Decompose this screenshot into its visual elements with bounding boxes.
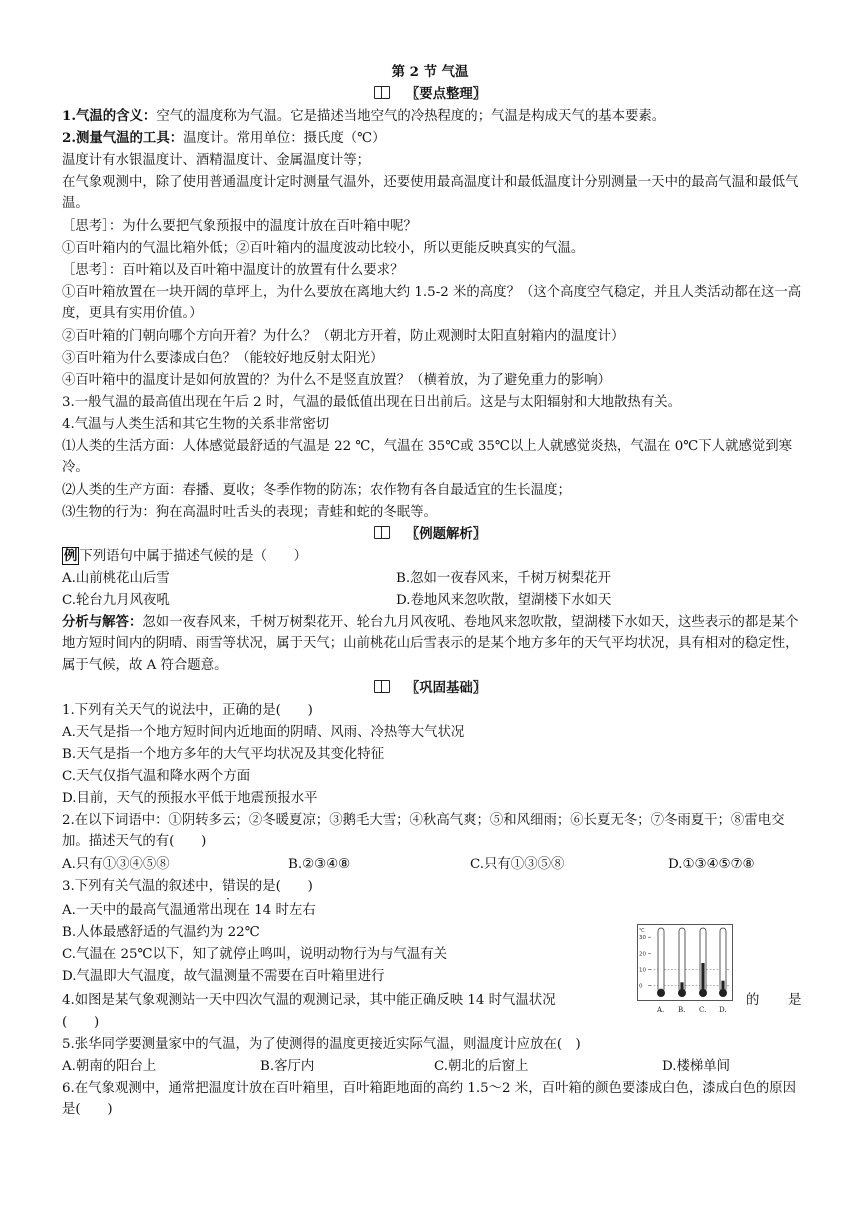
key-point-6: 4.气温与人类生活和其它生物的关系非常密切	[62, 417, 330, 432]
example-tag: 例	[64, 548, 78, 564]
question-4: 4.如图是某气象观测站一天中四次气温的观测记录，其中能正确反映 14 时气温状况 的 是	[62, 993, 802, 1008]
question-5-option-b: B.客厅内	[260, 1059, 315, 1074]
question-3-option-d: D.气温即大气温度，故气温测量不需要在百叶箱里进行	[62, 969, 385, 984]
question-2-option-c: C.只有①③⑤⑧	[470, 857, 565, 872]
example-option-b: B.忽如一夜春风来，千树万树梨花开	[396, 571, 611, 586]
question-3: 3.下列有关气温的叙述中，错误的是( )	[62, 879, 313, 894]
question-2-option-a: A.只有①③④⑤⑧	[62, 857, 170, 872]
question-5: 5.张华同学要测量家中的气温，为了使测得的温度更接近实际气温，则温度计应放在( )	[62, 1037, 581, 1052]
emphasis-word: 错误	[222, 879, 249, 894]
key-point-3: 温度计有水银温度计、酒精温度计、金属温度计等；	[62, 153, 370, 168]
book-icon	[374, 526, 390, 539]
question-4-blank: ( )	[62, 1015, 100, 1030]
question-5-option-d: D.楼梯单间	[662, 1059, 731, 1074]
scale-tick-label: 20	[639, 951, 646, 958]
example-option-a: A.山前桃花山后雪	[62, 571, 170, 586]
thermometer-label: B.	[678, 1006, 686, 1014]
thermometer-label: A.	[657, 1006, 665, 1014]
thermometer-bulb	[657, 989, 665, 997]
thermometer-tube	[658, 928, 664, 992]
think-1-answer: ①百叶箱内的气温比箱外低；②百叶箱内的温度波动比较小，所以更能反映真实的气温。	[62, 241, 585, 256]
scale-tick-label: 30	[639, 935, 646, 942]
question-3-option-b: B.人体最感舒适的气温约为 22℃	[62, 925, 260, 940]
section-basics: 〖巩固基础〗	[0, 678, 860, 699]
thermometer-bulb	[719, 989, 727, 997]
question-5-option-a: A.朝南的阳台上	[62, 1059, 157, 1074]
think-1-question: ［思考］：为什么要把气象预报中的温度计放在百叶箱中呢？	[62, 219, 417, 234]
thermometer-labels	[656, 1006, 727, 1014]
think-2-answer-3: ③百叶箱为什么要漆成白色？（能较好地反射太阳光）	[62, 351, 384, 366]
question-6: 6.在气象观测中，通常把温度计放在百叶箱里，百叶箱距地面的高约 1.5～2 米，百叶箱的颜色要漆成白色，漆成白色的原因是( )	[62, 1081, 797, 1118]
question-1-option-b: B.天气是指一个地方多年的大气平均状况及其变化特征	[62, 747, 385, 762]
scale-unit: ℃	[639, 928, 645, 934]
question-5-option-c: C.朝北的后窗上	[434, 1059, 529, 1074]
key-point-5: 3.一般气温的最高值出现在午后 2 时，气温的最低值出现在日出前后。这是与太阳辐射和大地散热有关。	[62, 395, 681, 410]
mercury-column	[701, 963, 704, 992]
think-2-answer-1: ①百叶箱放置在一块开阔的草坪上，为什么要放在离地大约 1.5-2 米的高度？（这个高度空气稳定，并且人类活动都在这一高度，更具有实用价值。）	[62, 285, 802, 322]
key-point-4: 在气象观测中，除了使用普通温度计定时测量气温外，还要使用最高温度计和最低温度计分别测量一天中的最高气温和最低气温。	[62, 175, 799, 212]
question-1-option-c: C.天气仅指气温和降水两个方面	[62, 769, 251, 784]
question-2-option-d: D.①③④⑤⑦⑧	[668, 857, 755, 872]
key-point-2: 2.测量气温的工具：温度计。常用单位：摄氏度（℃）	[62, 130, 386, 146]
key-point-6-3: ⑶生物的行为：狗在高温时吐舌头的表现；青蛙和蛇的冬眠等。	[62, 505, 437, 520]
scale-tick-label: 10	[639, 967, 646, 974]
key-point-6-1: ⑴人类的生活方面：人体感觉最舒适的气温是 22 ℃，气温在 35℃或 35℃以上人就感觉炎热，气温在 0℃下人就感觉到寒冷。	[62, 439, 793, 476]
example-option-c: C.轮台九月风夜吼	[62, 593, 170, 608]
question-1-option-d: D.目前，天气的预报水平低于地震预报水平	[62, 791, 318, 806]
think-2-question: ［思考］：百叶箱以及百叶箱中温度计的放置有什么要求？	[62, 263, 404, 278]
scale-tick-label: 0	[639, 983, 643, 990]
question-1: 1.下列有关天气的说法中，正确的是( )	[62, 703, 313, 718]
section-key-points: 〖要点整理〗	[0, 84, 860, 105]
question-2: 2.在以下词语中：①阴转多云；②冬暖夏凉；③鹅毛大雪；④秋高气爽；⑤和风细雨；⑥长夏无冬；⑦冬雨夏干；⑧雷电交加。描述天气的有( )	[62, 813, 785, 850]
think-2-answer-4: ④百叶箱中的温度计是如何放置的？为什么不是竖直放置？（横着放，为了避免重力的影响）	[62, 373, 612, 388]
question-1-option-a: A.天气是指一个地方短时间内近地面的阴晴、风雨、冷热等大气状况	[62, 725, 465, 740]
thermometer-label: C.	[699, 1006, 707, 1014]
book-icon	[374, 86, 390, 99]
example-option-d: D.卷地风来忽吹散，望湖楼下水如天	[396, 593, 612, 608]
example-analysis: 分析与解答：忽如一夜春风来，千树万树梨花开、轮台九月风夜吼、卷地风来忽吹散，望湖楼下水如天，这些表示的都是某个地方短时间内的阴晴、雨雪等状况，属于天气；山前桃花山后雪表示的是某个地方多年的天气平均状况，具有相对的稳定性，属于气候，故 A 符合题意。	[62, 614, 799, 673]
thermometer-bulb	[678, 989, 686, 997]
question-3-option-a: A.一天中的最高气温通常出现在 14 时左右	[62, 903, 316, 918]
question-2-option-b: B.②③④⑧	[288, 857, 351, 872]
question-3-option-c: C.气温在 25℃以下，知了就停止鸣叫，说明动物行为与气温有关	[62, 947, 448, 962]
thermometer-label: D.	[719, 1006, 727, 1014]
example-question: 例 下列语句中属于描述气候的是（ ）	[64, 548, 308, 564]
key-point-6-2: ⑵人类的生产方面：春播、夏收；冬季作物的防冻；农作物有各自最适宜的生长温度；	[62, 483, 571, 498]
thermometer-figure	[637, 924, 733, 1016]
thermometer-bulb	[699, 989, 707, 997]
book-icon	[374, 680, 390, 693]
think-2-answer-2: ②百叶箱的门朝向哪个方向开着？为什么？（朝北方开着，防止观测时太阳直射箱内的温度计）	[62, 329, 625, 344]
section-example: 〖例题解析〗	[0, 524, 860, 545]
key-point-1: 1.气温的含义：空气的温度称为气温。它是描述当地空气的冷热程度的；气温是构成天气的基本要素。	[62, 108, 666, 124]
page-title: 第 2 节 气温	[391, 64, 469, 80]
